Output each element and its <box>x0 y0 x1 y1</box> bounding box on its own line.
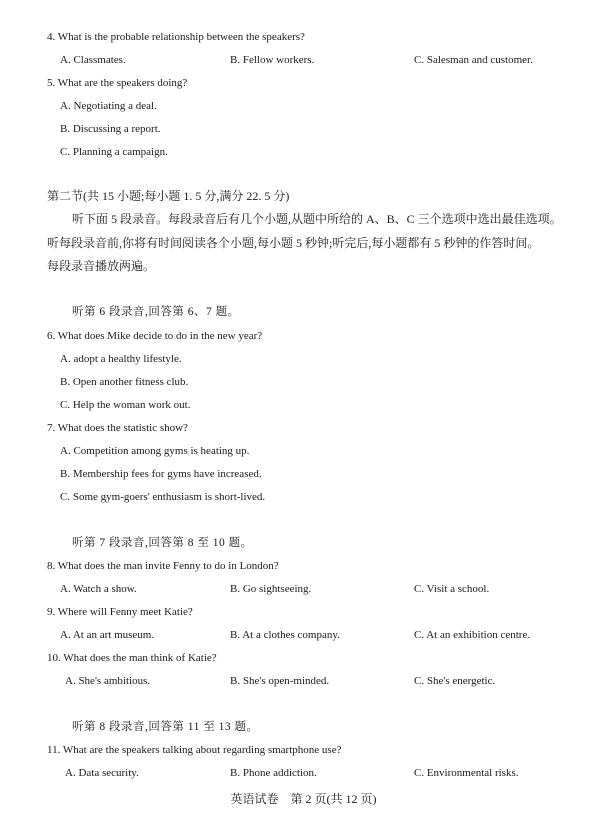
q4-option-b: B. Fellow workers. <box>230 54 315 66</box>
q9-option-b: B. At a clothes company. <box>230 629 340 641</box>
group-8-instruction: 听第 8 段录音,回答第 11 至 13 题。 <box>72 721 259 733</box>
directions-line-1: 听下面 5 段录音。每段录音后有几个小题,从题中所给的 A、B、C 三个选项中选出最佳选项。 <box>72 212 562 226</box>
q8-option-c: C. Visit a school. <box>414 583 490 595</box>
q11-option-b: B. Phone addiction. <box>230 767 317 779</box>
directions-line-3: 每段录音播放两遍。 <box>47 259 156 273</box>
q6-option-b: B. Open another fitness club. <box>60 376 189 388</box>
q5-option-a: A. Negotiating a deal. <box>60 100 157 112</box>
question-11: 11. What are the speakers talking about regarding smartphone use? <box>47 744 342 756</box>
q4-option-c: C. Salesman and customer. <box>414 54 533 66</box>
q7-option-a: A. Competition among gyms is heating up. <box>60 445 250 457</box>
question-9: 9. Where will Fenny meet Katie? <box>47 606 193 618</box>
question-4: 4. What is the probable relationship between the speakers? <box>47 31 305 43</box>
q10-option-c: C. She's energetic. <box>414 675 496 687</box>
question-5: 5. What are the speakers doing? <box>47 77 188 89</box>
directions-line-2: 听每段录音前,你将有时间阅读各个小题,每小题 5 秒钟;听完后,每小题都有 5 秒钟的作答时间。 <box>47 236 540 250</box>
q10-option-a: A. She's ambitious. <box>65 675 151 687</box>
q5-option-b: B. Discussing a report. <box>60 123 161 135</box>
q10-option-b: B. She's open-minded. <box>230 675 330 687</box>
q6-option-a: A. adopt a healthy lifestyle. <box>60 353 182 365</box>
q8-option-a: A. Watch a show. <box>60 583 137 595</box>
q11-option-a: A. Data security. <box>65 767 139 779</box>
question-8: 8. What does the man invite Fenny to do in London? <box>47 560 279 572</box>
section-heading: 第二节(共 15 小题;每小题 1. 5 分,满分 22. 5 分) <box>47 189 290 203</box>
group-6-instruction: 听第 6 段录音,回答第 6、7 题。 <box>72 306 240 318</box>
q7-option-c: C. Some gym-goers' enthusiasm is short-lived. <box>60 491 266 503</box>
q9-option-c: C. At an exhibition centre. <box>414 629 531 641</box>
question-6: 6. What does Mike decide to do in the new year? <box>47 330 263 342</box>
page-footer: 英语试卷 第 2 页(共 12 页) <box>230 792 377 806</box>
q7-option-b: B. Membership fees for gyms have increased. <box>60 468 262 480</box>
question-10: 10. What does the man think of Katie? <box>47 652 217 664</box>
q6-option-c: C. Help the woman work out. <box>60 399 191 411</box>
q5-option-c: C. Planning a campaign. <box>60 146 168 158</box>
q4-option-a: A. Classmates. <box>60 54 126 66</box>
q8-option-b: B. Go sightseeing. <box>230 583 312 595</box>
group-7-instruction: 听第 7 段录音,回答第 8 至 10 题。 <box>72 537 253 549</box>
question-7: 7. What does the statistic show? <box>47 422 188 434</box>
q9-option-a: A. At an art museum. <box>60 629 155 641</box>
q11-option-c: C. Environmental risks. <box>414 767 519 779</box>
